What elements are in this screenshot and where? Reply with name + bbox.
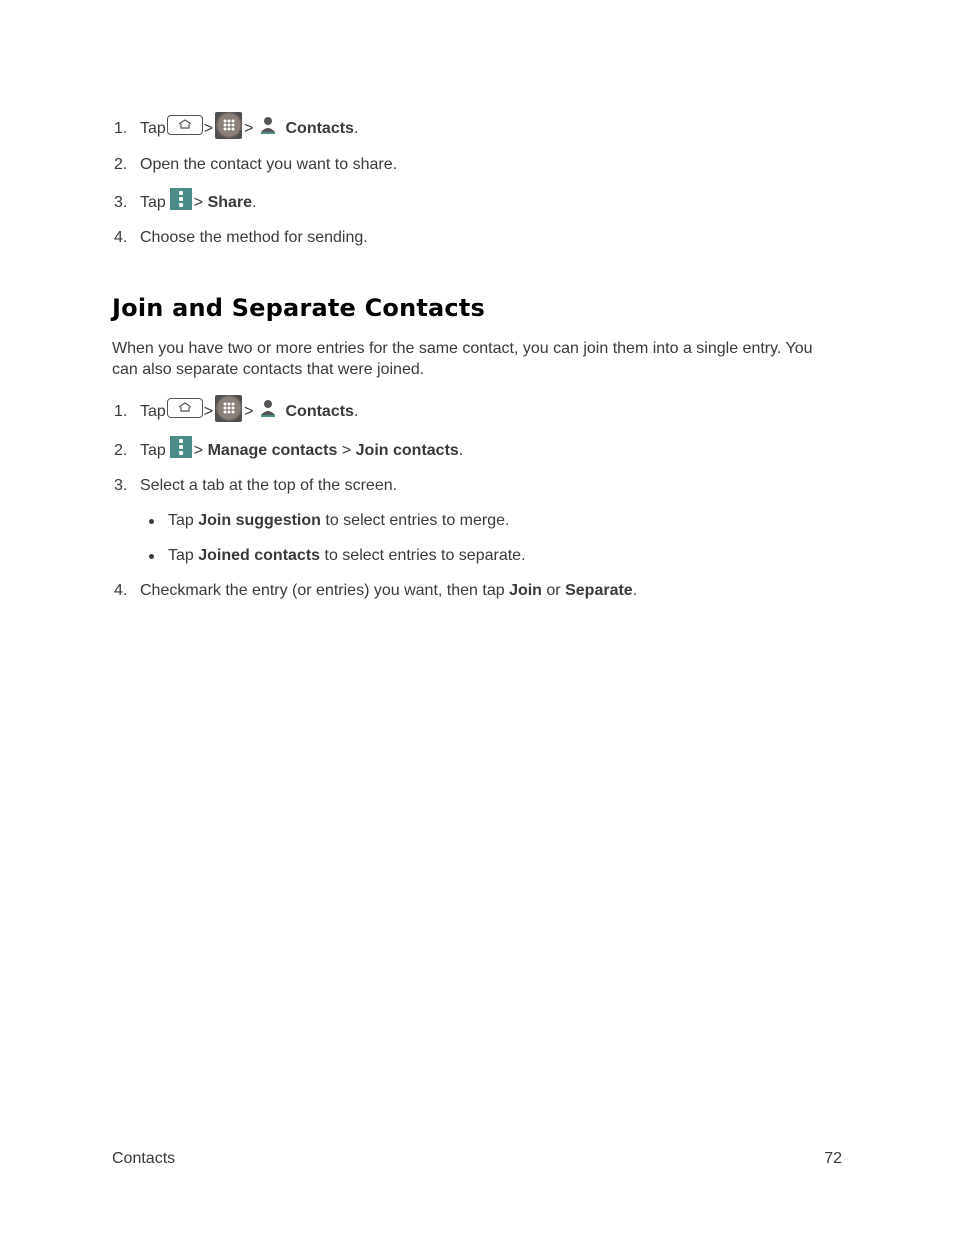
home-icon: [167, 115, 203, 135]
list-number: 4.: [114, 582, 128, 599]
list-number: 2.: [114, 442, 128, 459]
apps-icon: [215, 112, 242, 139]
home-icon: [167, 398, 203, 418]
list-number: 3.: [114, 194, 128, 211]
contact-icon: [257, 396, 279, 420]
list-number: 1.: [114, 403, 128, 420]
bullet-icon: [149, 554, 154, 559]
page-number: 72: [824, 1150, 842, 1167]
list-number: 2.: [114, 156, 128, 173]
footer-section-name: Contacts: [112, 1150, 176, 1167]
section-heading: Join and Separate Contacts: [112, 294, 486, 322]
list-number: 4.: [114, 229, 128, 246]
intro-paragraph: When you have two or more entries for the same contact, you can join them into a single entry. You can also separate contacts that were joined.: [112, 340, 813, 378]
menu-icon: [170, 436, 192, 458]
contact-icon: [257, 113, 279, 137]
list-number: 1.: [114, 120, 128, 137]
menu-icon: [170, 188, 192, 210]
apps-icon: [215, 395, 242, 422]
bullet-icon: [149, 519, 154, 524]
list-number: 3.: [114, 477, 128, 494]
document-page: 1. Tap > > Contacts . 2. Open the contact you want to share. 3. Tap > Share . 4. Choose the method for sending. Join and Separate Contacts When you have two or more entries for the same contact, you can join them into a single entry. You can also separate contacts that were joined. 1. Tap > > Contacts . 2. Tap > Manage contacts > Join contacts . 3. Select a tab at the top of the screen. Tap Join suggestion to select entries to merge. Tap Joined contacts to select entries to separate. 4. Checkmark the entry (or entries) you want, then tap Join or Separate . Contacts 72: [0, 0, 954, 1235]
